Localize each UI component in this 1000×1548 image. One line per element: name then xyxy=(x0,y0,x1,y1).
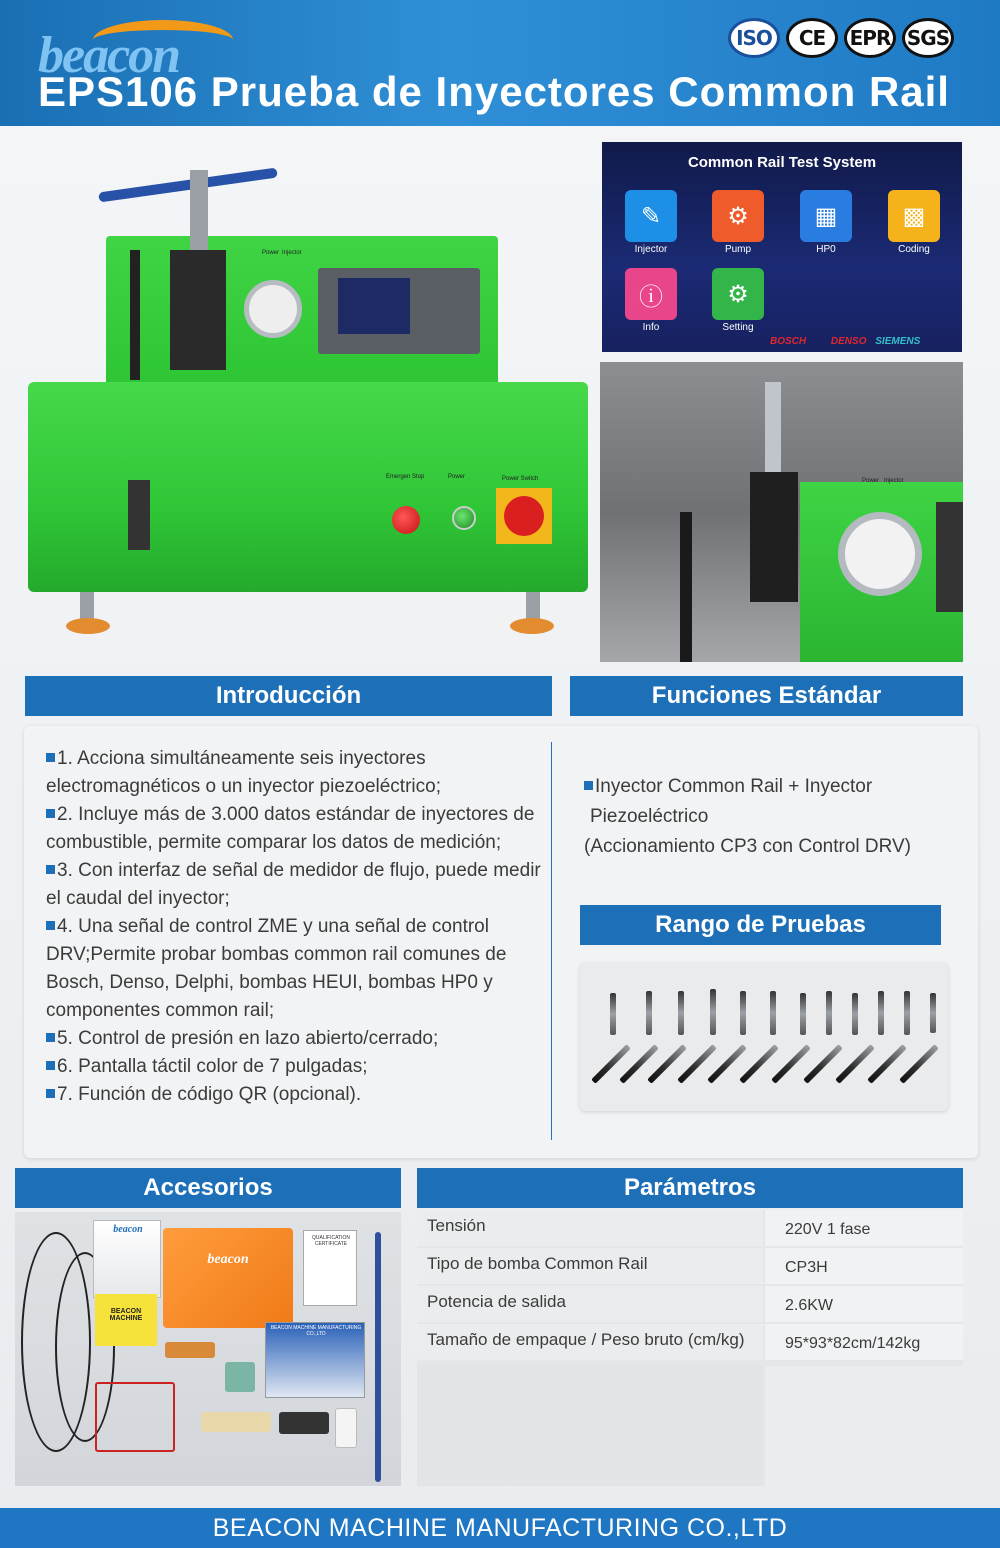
injector-item xyxy=(610,993,616,1035)
bullet-icon xyxy=(46,921,55,930)
param-value: 2.6KW xyxy=(765,1286,963,1322)
injector-stand xyxy=(130,250,140,380)
table-row xyxy=(417,1210,963,1248)
power-light-label: Power xyxy=(448,474,466,480)
bullet-icon xyxy=(46,809,55,818)
param-key: Potencia de salida xyxy=(417,1286,763,1322)
column-divider xyxy=(551,742,552,1140)
bullet-icon xyxy=(584,781,593,790)
accessories-photo xyxy=(15,1212,401,1486)
page-header xyxy=(0,0,1000,126)
app-label-setting: Setting xyxy=(722,322,754,333)
intro-header: Introducción xyxy=(25,676,552,716)
test-clips xyxy=(95,1382,175,1452)
hp0-icon: ▦ xyxy=(800,190,852,242)
injector-item xyxy=(904,991,910,1035)
orange-bag xyxy=(163,1228,293,1328)
connectors xyxy=(279,1412,329,1434)
param-key: Tensión xyxy=(417,1210,763,1246)
yellow-manual xyxy=(95,1294,157,1346)
gear-icon: ⚙ xyxy=(712,268,764,320)
fittings xyxy=(201,1412,271,1432)
pump-icon: ⚙ xyxy=(712,190,764,242)
table-row xyxy=(417,1324,963,1362)
emergency-stop-button xyxy=(392,506,420,534)
siemens-logo: SIEMENS xyxy=(875,336,921,347)
manual-title: BEACON MACHINE xyxy=(109,1308,143,1322)
injector-item xyxy=(899,1044,939,1084)
denso-logo: DENSO xyxy=(830,336,867,347)
pressure-gauge xyxy=(244,280,302,338)
epr-badge: EPR xyxy=(844,18,896,58)
side-window xyxy=(128,480,150,550)
injector-item xyxy=(878,991,884,1035)
power-label: Power xyxy=(262,250,280,256)
bullet-icon xyxy=(46,865,55,874)
detail-pressure-gauge xyxy=(838,512,922,596)
range-header: Rango de Pruebas xyxy=(580,905,941,945)
page-title: EPS106 Prueba de Inyectores Common Rail xyxy=(38,68,950,115)
intro-list xyxy=(46,745,546,1109)
injector-label: Injector xyxy=(282,250,302,256)
list-item: 7. Función de código QR (opcional). xyxy=(46,1081,546,1109)
iso-badge: ISO xyxy=(728,18,780,58)
machine-body xyxy=(28,382,588,592)
ce-badge: CE xyxy=(786,18,838,58)
functions-text xyxy=(584,772,954,862)
param-key: Tamaño de empaque / Peso bruto (cm/kg) xyxy=(417,1324,763,1360)
blue-hose xyxy=(98,168,278,203)
table-row xyxy=(417,1286,963,1324)
high-pressure-hose xyxy=(375,1232,381,1482)
right-foot-base xyxy=(510,618,554,634)
injector-item xyxy=(740,991,746,1035)
detail-power-label: Power xyxy=(862,478,880,484)
power-switch-knob xyxy=(496,488,552,544)
injector-item xyxy=(800,993,806,1035)
injector-detail-photo xyxy=(600,362,963,662)
parameters-table xyxy=(417,1210,963,1486)
machine-photo xyxy=(20,140,590,660)
empty-cell xyxy=(417,1366,763,1486)
page-footer: BEACON MACHINE MANUFACTURING CO.,LTD xyxy=(0,1508,1000,1548)
bag-logo: beacon xyxy=(207,1252,249,1267)
param-value: 220V 1 fase xyxy=(765,1210,963,1246)
list-item: 1. Acciona simultáneamente seis inyectores electromagnéticos o un inyector piezoeléctrico; xyxy=(46,748,441,797)
screen-display xyxy=(338,278,410,334)
empty-cell xyxy=(765,1366,963,1486)
injector-item xyxy=(770,991,776,1035)
logo-text: beacon xyxy=(38,27,180,84)
injector-item xyxy=(826,991,832,1035)
plug xyxy=(335,1408,357,1448)
param-key: Tipo de bomba Common Rail xyxy=(417,1248,763,1284)
tool-pack xyxy=(225,1362,255,1392)
sgs-badge: SGS xyxy=(902,18,954,58)
power-switch-label: Power Switch xyxy=(502,476,539,482)
app-label-pump: Pump xyxy=(724,244,752,255)
function-line: Piezoeléctrico xyxy=(590,806,709,827)
param-value: 95*93*82cm/142kg xyxy=(765,1324,963,1360)
qualification-certificate xyxy=(303,1230,357,1306)
left-foot-base xyxy=(66,618,110,634)
manual-cover xyxy=(93,1220,161,1298)
param-value: CP3H xyxy=(765,1248,963,1284)
detail-injector-clamp xyxy=(750,472,798,602)
cover-logo: beacon xyxy=(113,1224,143,1235)
list-item: 2. Incluye más de 3.000 datos estándar de inyectores de combustible, permite comparar los datos de medición; xyxy=(46,804,535,853)
certification-badges xyxy=(728,18,954,58)
bullet-icon xyxy=(46,1061,55,1070)
injector-clamp xyxy=(170,250,226,370)
screen-title: Common Rail Test System xyxy=(687,154,877,171)
adapter-parts xyxy=(165,1342,215,1358)
bosch-logo: BOSCH xyxy=(770,336,807,347)
bullet-icon xyxy=(46,753,55,762)
accessories-header: Accesorios xyxy=(15,1168,401,1208)
function-line: Inyector Common Rail + Inyector xyxy=(584,772,954,802)
table-row xyxy=(417,1248,963,1286)
injectors-image xyxy=(580,963,948,1111)
detail-screen xyxy=(936,502,963,612)
list-item: 3. Con interfaz de señal de medidor de flujo, puede medir el caudal del inyector; xyxy=(46,860,541,909)
function-line: (Accionamiento CP3 con Control DRV) xyxy=(584,836,912,857)
injector-item xyxy=(710,989,716,1035)
app-label-hp0: HP0 xyxy=(816,244,836,255)
detail-injector-label: Injector xyxy=(884,478,904,484)
functions-header: Funciones Estándar xyxy=(570,676,963,716)
product-flyer xyxy=(265,1322,365,1398)
injector-icon: ✎ xyxy=(625,190,677,242)
app-label-info: Info xyxy=(642,322,660,333)
list-item: 4. Una señal de control ZME y una señal de control DRV;Permite probar bombas common rail comunes de Bosch, Denso, Delphi, bombas HEUI, bombas HP0 y componentes common rail; xyxy=(46,916,507,1021)
injector-item xyxy=(852,993,858,1035)
test-system-screen xyxy=(602,142,962,352)
list-item: 6. Pantalla táctil color de 7 pulgadas; xyxy=(46,1053,546,1081)
injector-item xyxy=(678,991,684,1035)
emergency-stop-label: Emergen Stop xyxy=(386,474,425,480)
flyer-title: BEACON MACHINE MANUFACTURING CO.,LTD xyxy=(270,1325,362,1337)
bullet-icon xyxy=(46,1033,55,1042)
beacon-logo xyxy=(38,20,213,84)
parameters-header: Parámetros xyxy=(417,1168,963,1208)
qr-code-icon: ▩ xyxy=(888,190,940,242)
injector-item xyxy=(646,991,652,1035)
list-item: 5. Control de presión en lazo abierto/cerrado; xyxy=(46,1025,546,1053)
machine-touchscreen xyxy=(318,268,480,354)
bullet-icon xyxy=(46,1089,55,1098)
injector-item xyxy=(930,993,936,1033)
info-icon: ⓘ xyxy=(625,268,677,320)
certificate-title: QUALIFICATION CERTIFICATE xyxy=(312,1235,350,1247)
detail-stand-bar xyxy=(680,512,692,662)
brand-strip xyxy=(770,336,920,347)
app-label-injector: Injector xyxy=(634,244,668,255)
app-label-coding: Coding xyxy=(898,244,930,255)
power-indicator-light xyxy=(452,506,476,530)
